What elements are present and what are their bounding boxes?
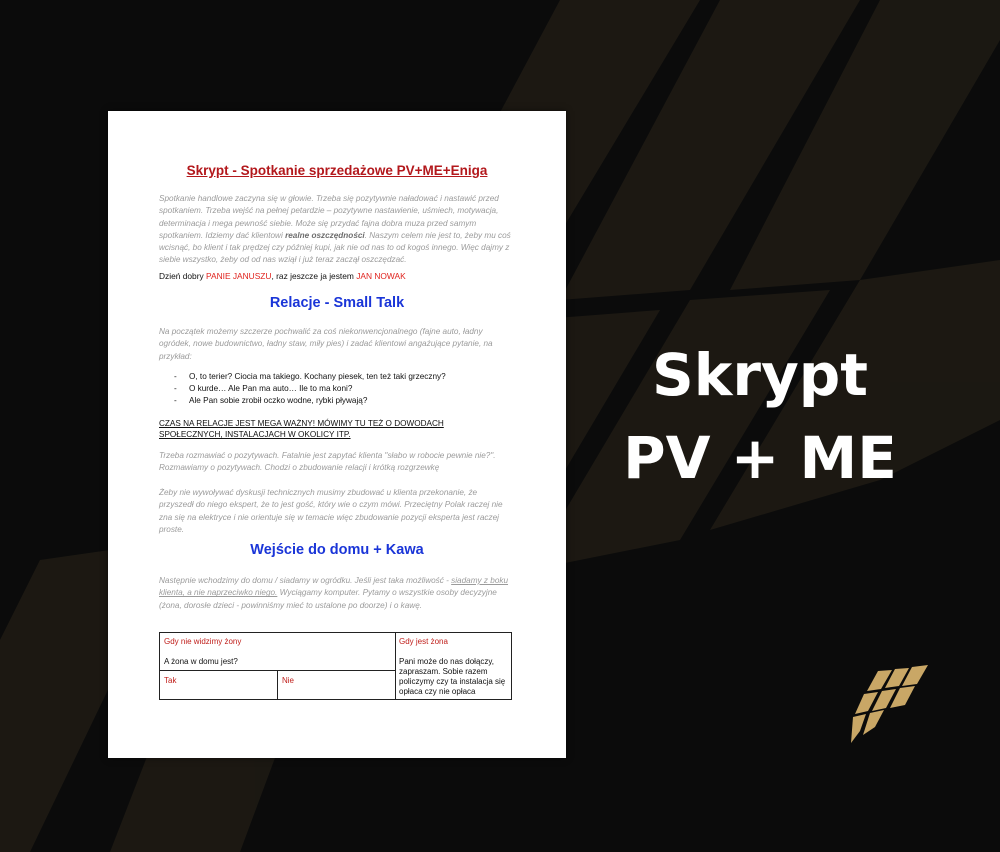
section-heading-entry: Wejście do domu + Kawa [250, 542, 424, 558]
brand-logo-icon [848, 665, 934, 747]
relations-emphasis-note: CZAS NA RELACJE JEST MEGA WAŻNY! MÓWIMY TU TEŻ O DOWODACH SPOŁECZNYCH, INSTALACJACH W OKOLICY ITP. [159, 419, 444, 439]
small-talk-bullet-list [174, 371, 446, 406]
list-item: - Ale Pan sobie zrobił oczko wodne, rybki pływają? [174, 395, 446, 407]
entry-text-start: Następnie wchodzimy do domu / siadamy w ogródku. Jeśli jest taka możliwość - [159, 576, 452, 585]
table-cell-no-wife [160, 633, 396, 671]
entry-paragraph [159, 575, 511, 612]
greeting-text-2: , raz jeszcze ja jestem [271, 271, 357, 281]
answer-yes: Tak [164, 676, 177, 685]
table-cell-no [278, 671, 396, 699]
script-document-page [108, 111, 566, 758]
answer-no: Nie [282, 676, 295, 685]
positives-paragraph: Trzeba rozmawiać o pozytywach. Fatalnie jest zapytać klienta "słabo w robocie pewnie nie?". Rozmawiamy o pozytywach. Chodzi o zbudowanie relacji i krótką rozgrzewkę [159, 451, 496, 473]
entry-text-end: Wyciągamy komputer. Pytamy o wszystkie osoby decyzyjne (żona, dorosłe dzieci - powinniśmy mieć to ustalone po doorze) i o kawę. [159, 588, 497, 610]
document-title: Skrypt - Spotkanie sprzedażowe PV+ME+Eniga [186, 163, 488, 178]
promo-title-line-1: Skrypt [652, 341, 868, 409]
table-cell-wife-present [396, 633, 511, 699]
intro-text-end: . Naszym celem nie jest to, żeby mu coś wcisnąć, bo klient i tak prędzej czy później kupi, jak nie od nas to od kogoś innego. Więc dajmy z siebie wszystko, żeby od od nas wziął i już teraz zaczął oszczędzać. [159, 230, 511, 265]
promo-title-line-2: PV + ME [623, 424, 897, 492]
wife-decision-table [159, 632, 512, 700]
wife-present-text: Pani może do nas dołączy, zapraszam. Sobie razem policzymy czy ta instalacja się opłaca czy nie opłaca [399, 657, 506, 696]
greeting-text-1: Dzień dobry [159, 271, 207, 281]
list-item: - O, to terier? Ciocia ma takiego. Kochany piesek, ten też taki grzeczny? [174, 371, 446, 383]
relations-intro-paragraph: Na początek możemy szczerze pochwalić za coś niekonwencjonalnego (fajne auto, ładny ogródek, nowe budownictwo, ładny staw, miły pies) i zadać klientowi angażujące pytanie, na przykład: [159, 327, 493, 361]
section-heading-relations: Relacje - Small Talk [269, 295, 405, 311]
no-wife-header: Gdy nie widzimy żony [164, 637, 242, 646]
intro-text-start: Spotkanie handlowe zaczyna się w głowie. Trzeba się pozytywnie naładować i nastawić przed spotkaniem. Trzeba wejść na pełnej petardzie – pozytywne nastawienie, uśmiech, motywacja, determinacja i mega pewność siebie. Może się przydać fajna dobra muza przed samym spotkaniem. Idziemy dać klientowi [159, 194, 499, 240]
expert-paragraph: Żeby nie wywoływać dyskusji technicznych musimy zbudować u klienta przekonanie, że przyszedł do niego ekspert, że to jest gość, który wie o czym mówi. Przeciętny Polak raczej nie zna się na elektryce i nie orientuje się w temacie więc zbudowanie pozycji eksperta jest raczej proste. [159, 488, 503, 534]
intro-paragraph [159, 193, 511, 267]
intro-bold-text: realne oszczędności [285, 230, 365, 240]
wife-present-header: Gdy jest żona [399, 637, 448, 646]
list-item: - O kurde… Ale Pan ma auto… Ile to ma koni? [174, 383, 446, 395]
greeting-line [159, 271, 406, 281]
table-cell-yes [160, 671, 278, 699]
entry-underlined-text: siadamy z boku klienta, a nie naprzeciwko niego. [159, 576, 509, 598]
client-name: PANIE JANUSZU [206, 271, 272, 281]
seller-name: JAN NOWAK [356, 271, 406, 281]
wife-question: A żona w domu jest? [164, 657, 238, 666]
